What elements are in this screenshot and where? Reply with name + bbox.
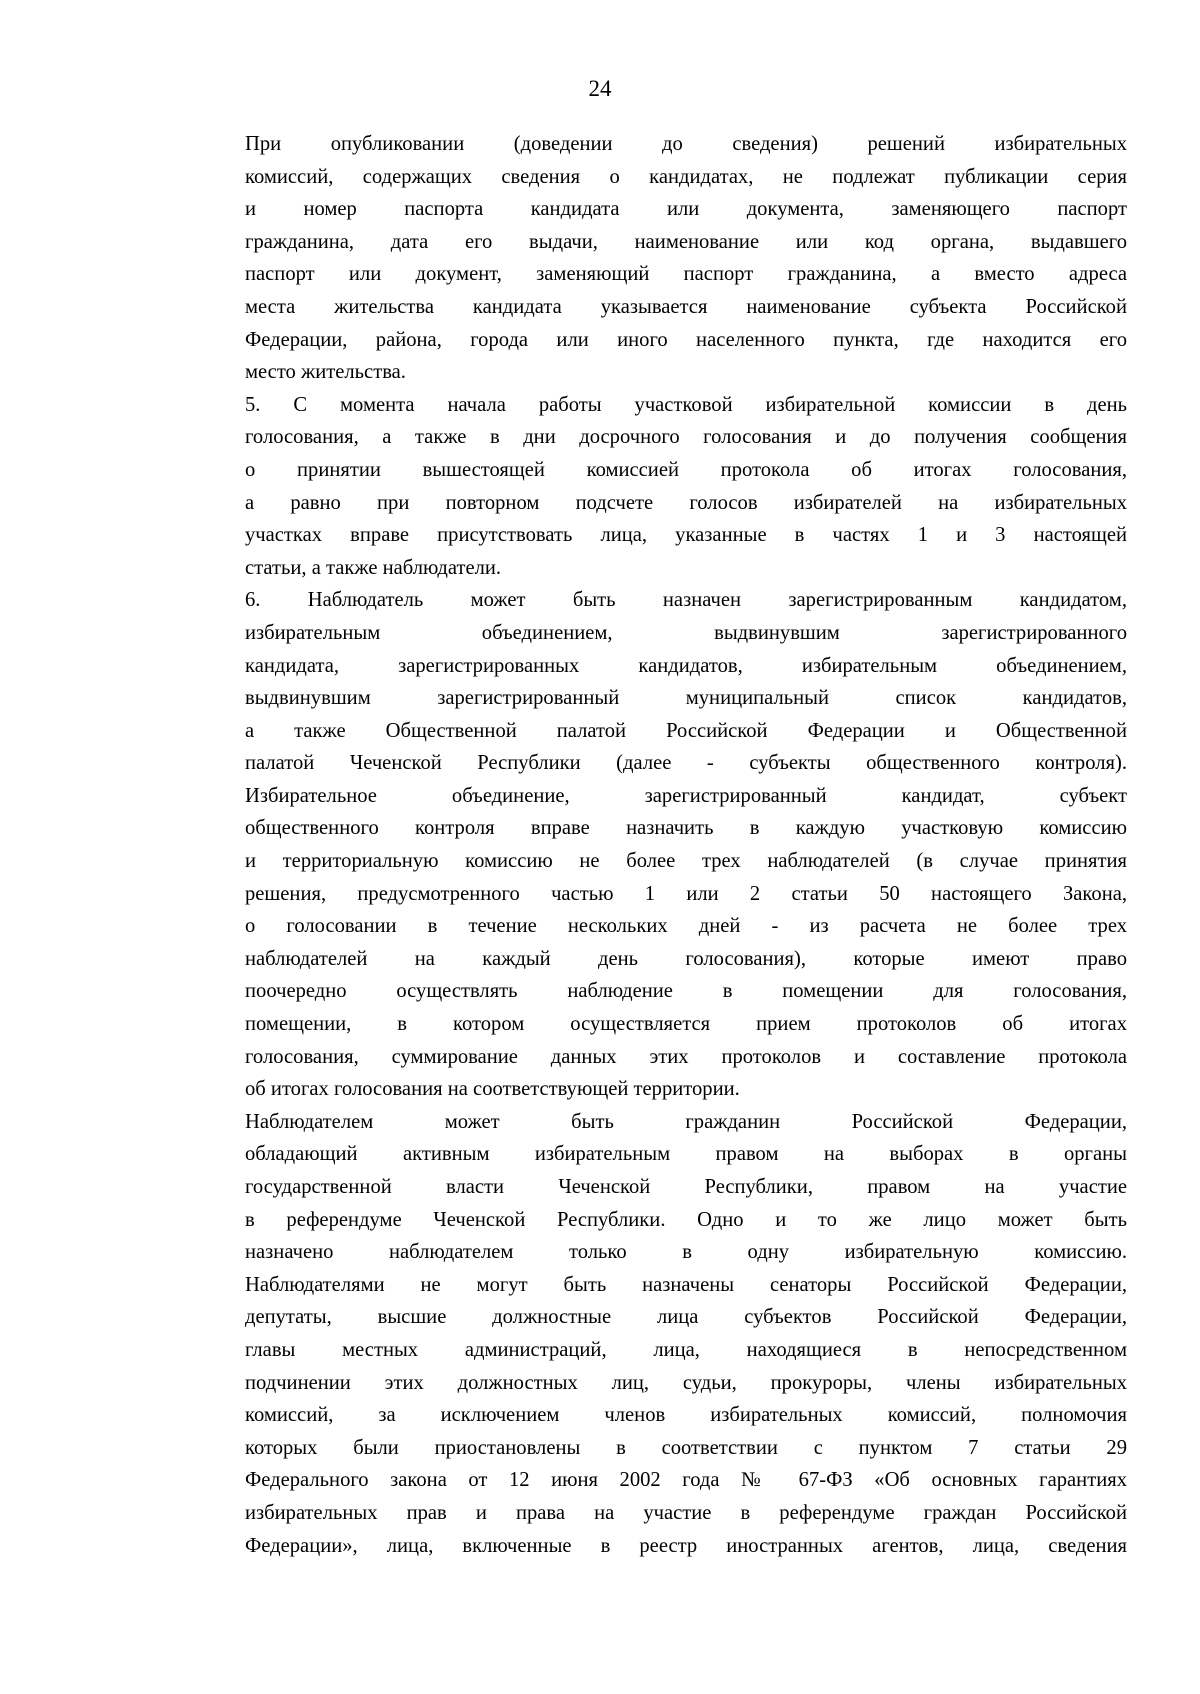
- text-line: 6. Наблюдатель может быть назначен зарегистрированным кандидатом,: [245, 589, 1127, 612]
- text-line: решения, предусмотренного частью 1 или 2 статьи 50 настоящего Закона,: [245, 882, 1127, 905]
- paragraph: [173, 1106, 1127, 1562]
- text-line: а также Общественной палатой Российской Федерации и Общественной: [245, 719, 1127, 742]
- text-line: комиссий, за исключением членов избирательных комиссий, полномочия: [245, 1404, 1127, 1427]
- text-line: места жительства кандидата указывается наименование субъекта Российской: [245, 295, 1127, 318]
- text-line: выдвинувшим зарегистрированный муниципальный список кандидатов,: [245, 687, 1127, 710]
- document-body: [173, 128, 1127, 1562]
- paragraph: [173, 128, 1127, 389]
- text-line: об итогах голосования на соответствующей территории.: [245, 1078, 740, 1101]
- text-line: кандидата, зарегистрированных кандидатов, избирательным объединением,: [245, 654, 1127, 677]
- text-line: которых были приостановлены в соответствии с пунктом 7 статьи 29: [245, 1436, 1127, 1459]
- text-line: избирательным объединением, выдвинувшим зарегистрированного: [245, 621, 1127, 644]
- text-line: голосования, суммирование данных этих протоколов и составление протокола: [245, 1045, 1127, 1068]
- text-line: помещении, в котором осуществляется прием протоколов об итогах: [245, 1013, 1127, 1036]
- text-line: гражданина, дата его выдачи, наименование или код органа, выдавшего: [245, 230, 1127, 253]
- text-line: главы местных администраций, лица, находящиеся в непосредственном: [245, 1338, 1127, 1361]
- page-number: 24: [588, 76, 612, 101]
- text-line: участках вправе присутствовать лица, указанные в частях 1 и 3 настоящей: [245, 524, 1127, 547]
- text-line: голосования, а также в дни досрочного голосования и до получения сообщения: [245, 426, 1127, 449]
- text-line: государственной власти Чеченской Республики, правом на участие: [245, 1176, 1127, 1198]
- text-line: Федерации, района, города или иного населенного пункта, где находится его: [245, 328, 1127, 351]
- text-line: палатой Чеченской Республики (далее - субъекты общественного контроля).: [245, 752, 1127, 775]
- text-line: и номер паспорта кандидата или документа, заменяющего паспорт: [245, 198, 1127, 221]
- text-line: место жительства.: [245, 361, 406, 384]
- text-line: а равно при повторном подсчете голосов избирателей на избирательных: [245, 491, 1127, 514]
- text-line: комиссий, содержащих сведения о кандидатах, не подлежат публикации серия: [245, 165, 1127, 188]
- text-line: Избирательное объединение, зарегистрированный кандидат, субъект: [245, 784, 1127, 807]
- text-line: о голосовании в течение нескольких дней - из расчета не более трех: [245, 915, 1127, 938]
- text-line: Федерации», лица, включенные в реестр иностранных агентов, лица, сведения: [245, 1534, 1127, 1557]
- text-line: избирательных прав и права на участие в референдуме граждан Российской: [245, 1501, 1127, 1524]
- text-line: статьи, а также наблюдатели.: [245, 556, 502, 579]
- text-line: При опубликовании (доведении до сведения) решений избирательных: [245, 133, 1127, 155]
- text-line: и территориальную комиссию не более трех наблюдателей (в случае принятия: [245, 850, 1127, 873]
- text-line: депутаты, высшие должностные лица субъектов Российской Федерации,: [245, 1306, 1127, 1329]
- paragraph: [173, 389, 1127, 585]
- text-line: о принятии вышестоящей комиссией протокола об итогах голосования,: [245, 458, 1127, 481]
- text-line: поочередно осуществлять наблюдение в помещении для голосования,: [245, 980, 1127, 1003]
- text-line: Наблюдателем может быть гражданин Российской Федерации,: [245, 1110, 1127, 1133]
- paragraph: [173, 584, 1127, 1106]
- text-line: Наблюдателями не могут быть назначены сенаторы Российской Федерации,: [245, 1273, 1127, 1296]
- text-line: обладающий активным избирательным правом на выборах в органы: [245, 1143, 1127, 1166]
- text-line: подчинении этих должностных лиц, судьи, прокуроры, члены избирательных: [245, 1371, 1127, 1394]
- text-line: в референдуме Чеченской Республики. Одно и то же лицо может быть: [245, 1208, 1127, 1231]
- text-line: 5. С момента начала работы участковой избирательной комиссии в день: [245, 393, 1127, 416]
- text-line: Федерального закона от 12 июня 2002 года № 67-ФЗ «Об основных гарантиях: [245, 1469, 1127, 1492]
- text-line: общественного контроля вправе назначить в каждую участковую комиссию: [245, 817, 1127, 840]
- text-line: назначено наблюдателем только в одну избирательную комиссию.: [245, 1241, 1127, 1264]
- text-line: паспорт или документ, заменяющий паспорт гражданина, а вместо адреса: [245, 263, 1127, 286]
- text-line: наблюдателей на каждый день голосования), которые имеют право: [245, 947, 1127, 970]
